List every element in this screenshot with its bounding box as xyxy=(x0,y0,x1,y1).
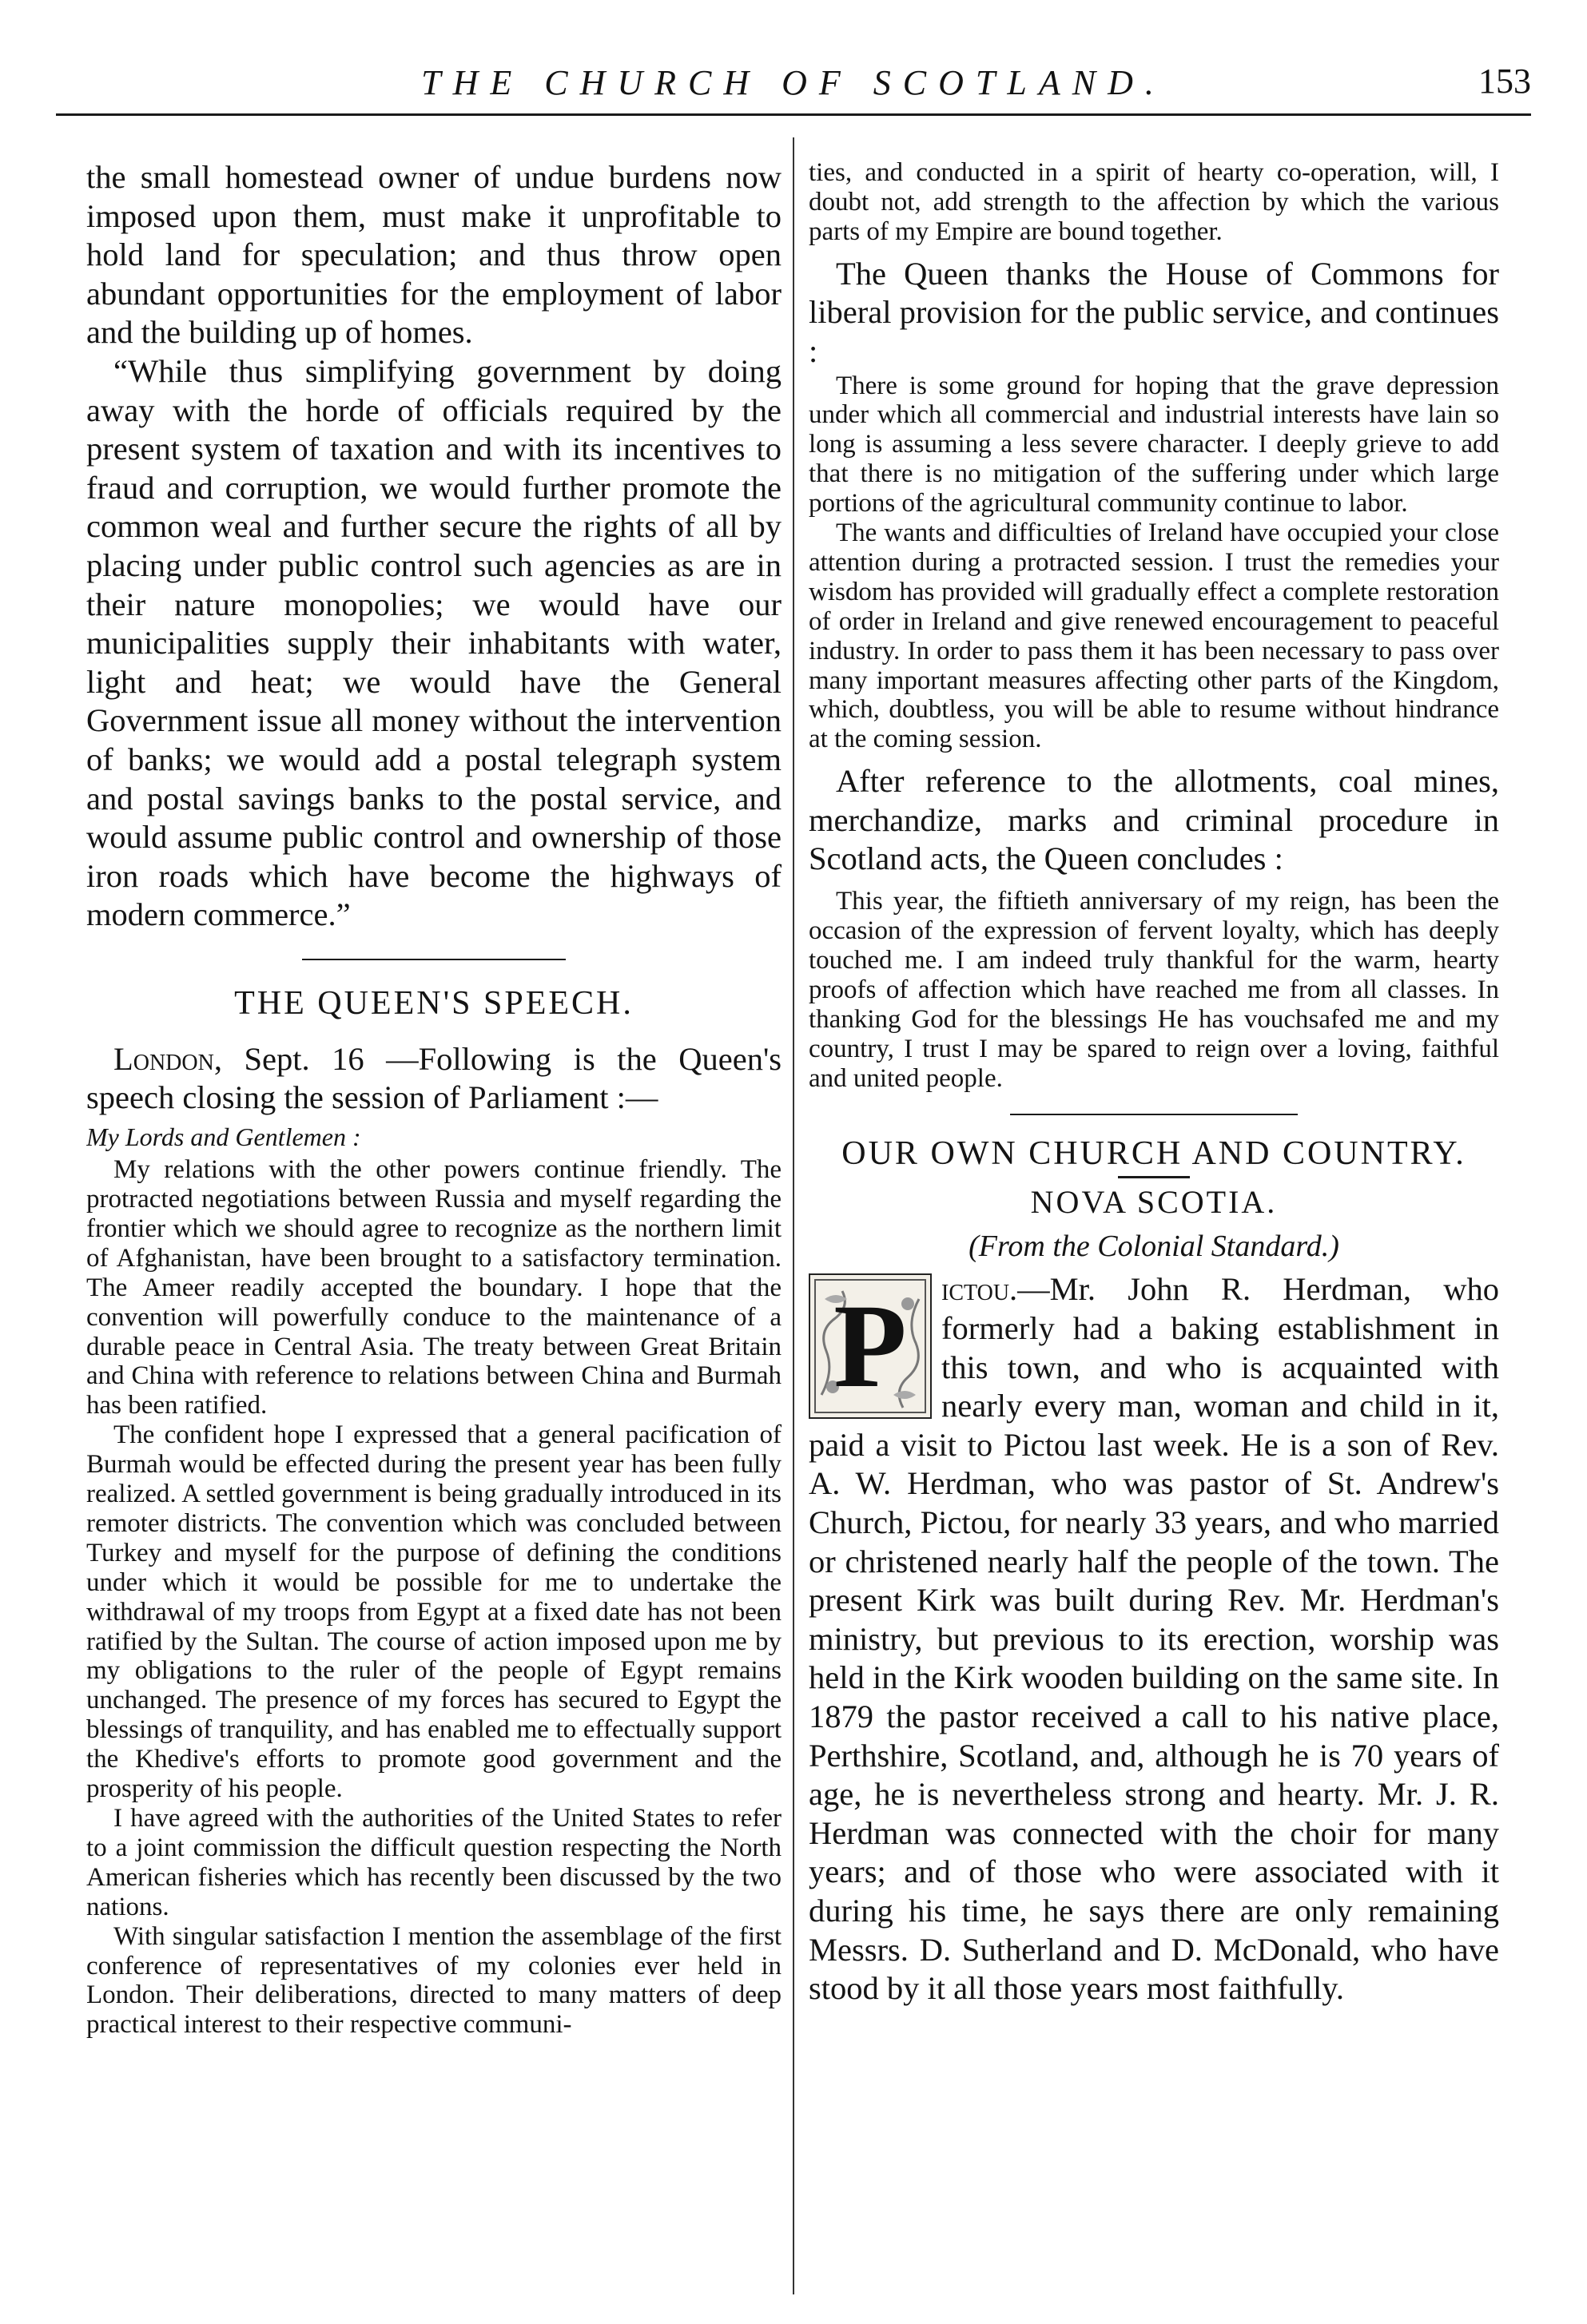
column-divider xyxy=(793,137,794,2294)
speech-conclusion: This year, the fiftieth anniversary of my reign, has been the occasion of the expression of fervent loyalty, which has deeply touched me. I am indeed truly thankful for the warm, hearty proofs of affection which have reached me from all classes. In thanking God for the blessings He has vouchsafed me and my country, I trust I may be spared to reign over a loving, faithful and united people. xyxy=(809,887,1499,1093)
dateline-paragraph xyxy=(86,1040,782,1118)
commons-paragraph: The Queen thanks the House of Commons for liberal provision for the public service, and continues : xyxy=(809,255,1499,369)
short-rule xyxy=(1118,1176,1190,1178)
right-column xyxy=(809,158,1499,2299)
salutation: My Lords and Gentlemen : xyxy=(86,1122,361,1152)
speech-paragraph: The wants and difficulties of Ireland have occupied your close attention during a protracted session. I trust the remedies your wisdom has provided will gradually effect a complete restoration of order in Ireland and give renewed encouragement to peaceful industry. In order to pass them it has been necessary to pass over many important measures affecting other parts of the Kingdom, which, doubtless, you will be able to resume without hindrance at the coming session. xyxy=(809,518,1499,754)
section-divider xyxy=(302,959,566,960)
left-column xyxy=(86,158,782,2299)
page-header xyxy=(56,0,1531,144)
speech-paragraph: With singular satisfaction I mention the assemblage of the first conference of representatives of my colonies ever held in London. Their deliberations, directed to many matters of deep practical interest to their respective communi- xyxy=(86,1921,782,2040)
speech-paragraph: There is some ground for hoping that the grave depression under which all commercial and industrial interests have lain so long is assuming a less severe character. I deeply grieve to add that there is no mitigation of the suffering under which large portions of the agricultural community continue to labor. xyxy=(809,371,1499,518)
section-heading-queens-speech: THE QUEEN'S SPEECH. xyxy=(234,984,634,1022)
speech-paragraph: The confident hope I expressed that a general pacification of Burmah would be effected during the present year has been fully realized. A settled government is being gradually introduced in its remoter districts. The convention which was concluded between Turkey and myself for the purpose of defining the conditions under which it would be possible for me to undertake the withdrawal of my troops from Egypt at a fixed date has not been ratified by the Sultan. The course of action imposed upon me by my obligations to the ruler of the people of Egypt remains unchanged. The presence of my forces has secured to Egypt the blessings of tranquility, and has enabled me to effectually support the Khedive's efforts to promote good government and the prosperity of his people. xyxy=(86,1420,782,1804)
article-paragraph: “While thus simplifying government by doing away with the horde of officials required by the present system of taxation and with its incentives to fraud and corruption, we would further promote the common weal and further secure the rights of all by placing under public control such agencies as are in their nature monopolies; we would have our municipalities supply their inhabitants with water, light and heat; we would have the General Government issue all money without the intervention of banks; we would add a postal telegraph system and postal savings banks to the postal service, and would assume public control and ownership of those iron roads which have become the highways of modern commerce.” xyxy=(86,352,782,933)
running-title: THE CHURCH OF SCOTLAND. xyxy=(421,63,1166,102)
article-body-text: —Mr. John R. Herdman, who formerly had a baking establishment in this town, and who is acquainted with nearly every man, woman and child in it, paid a visit to Pictou last week. He is a son of Rev. A. W. Herdman, who was pastor of St. Andrew's Church, Pictou, for nearly 33 years, and who married or christened nearly half the people of the town. The present Kirk was built during Rev. Mr. Herdman's ministry, but previous to its erection, worship was held in the Kirk wooden building on the same site. In 1879 the pastor received a call to his native place, Perthshire, Scotland, and, although he is 70 years of age, he is nevertheless strong and hearty. Mr. J. R. Herdman was connected with the choir for many years; and of those who were associated with it during his time, he says there are only remaining Messrs. D. Sutherland and D. McDonald, who have stood by it all those years most faithfully. xyxy=(809,1271,1499,2007)
section-divider xyxy=(1010,1114,1298,1115)
dateline-text: , Sept. 16 —Following is the Queen's speech closing the session of Parliament :— xyxy=(86,1040,782,1116)
section-heading-church-country: OUR OWN CHURCH AND COUNTRY. xyxy=(841,1135,1466,1173)
header-rule xyxy=(56,113,1531,116)
drop-cap xyxy=(809,1273,932,1419)
speech-paragraph: I have agreed with the authorities of the United States to refer to a joint commission the difficult question respecting the North American fisheries which has recently been discussed by the two nations. xyxy=(86,1804,782,1921)
article-paragraph: the small homestead owner of undue burdens now imposed upon them, must make it unprofitable to hold land for speculation; and thus throw open abundant opportunities for the employment of labor and the building up of homes. xyxy=(86,159,782,351)
lead-word: ictou. xyxy=(941,1271,1018,1308)
drop-cap-letter: P xyxy=(833,1280,907,1413)
speech-paragraph: My relations with the other powers continue friendly. The protracted negotiations between Russia and myself regarding the frontier which we should agree to recognize as the northern limit of Afghanistan, have been brought to a satisfactory termination. The Ameer readily accepted the boundary. I hope that the convention will powerfully conduce to the maintenance of a durable peace in Central Asia. The treaty between Great Britain and China with reference to relations between China and Burmah has been ratified. xyxy=(86,1155,782,1420)
speech-continuation: ties, and conducted in a spirit of hearty co-operation, will, I doubt not, add strength to the affection by which the various parts of my Empire are bound together. xyxy=(809,158,1499,246)
after-reference-paragraph: After reference to the allotments, coal mines, merchandize, marks and criminal procedure in Scotland acts, the Queen concludes : xyxy=(809,763,1499,877)
source-credit: (From the Colonial Standard.) xyxy=(969,1230,1339,1264)
subheading-nova-scotia: NOVA SCOTIA. xyxy=(1030,1184,1278,1221)
dateline-city: London xyxy=(113,1040,214,1077)
church-article xyxy=(809,1270,1499,2008)
page-number: 153 xyxy=(1478,62,1531,101)
